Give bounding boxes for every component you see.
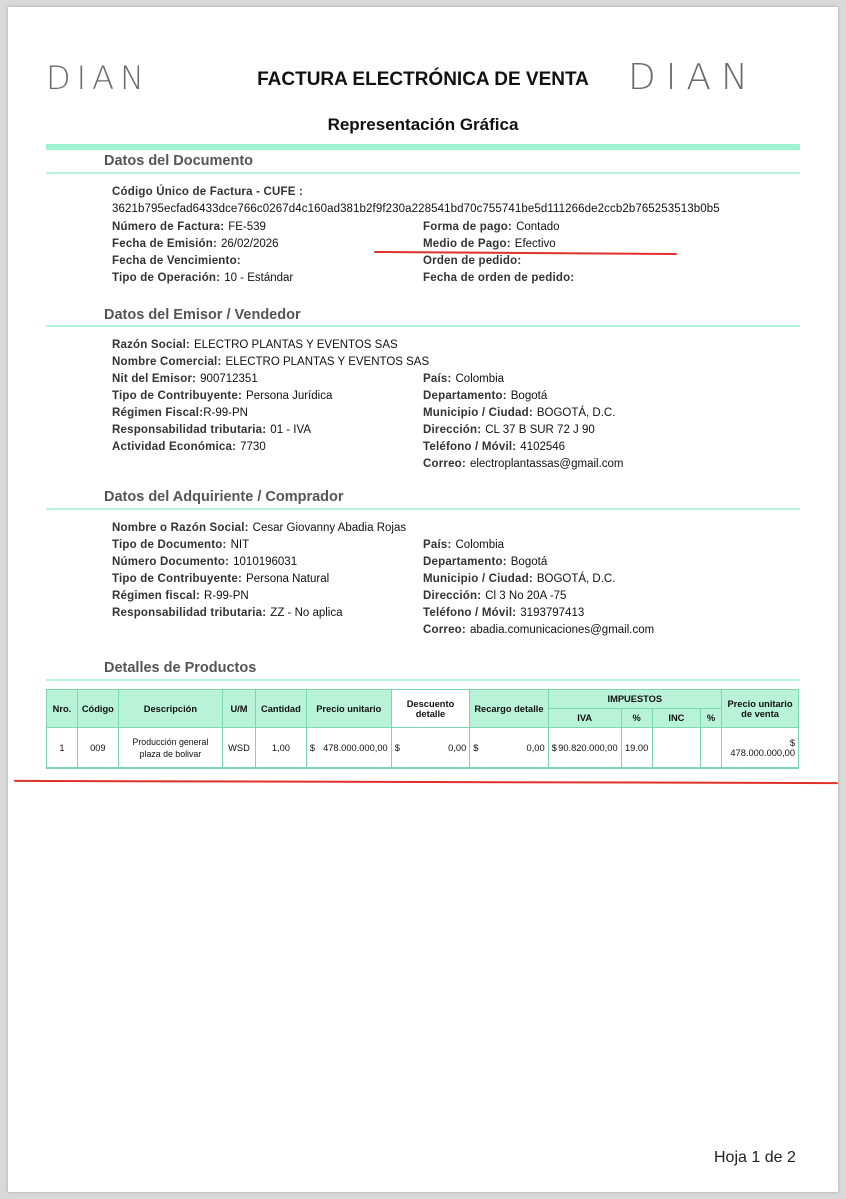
emisor-correo-field <box>423 458 624 470</box>
emisor-responsabilidad-value: 01 - IVA <box>270 424 311 436</box>
adq-numero-doc-label: Número Documento: <box>112 556 230 568</box>
section-divider <box>46 325 800 327</box>
cell-inc <box>652 728 701 769</box>
adq-municipio-value: BOGOTÁ, D.C. <box>536 573 616 585</box>
medio-pago-field <box>423 238 556 250</box>
emisor-comercial-label: Nombre Comercial: <box>112 356 222 368</box>
products-table <box>46 689 799 769</box>
adq-telefono-field <box>423 607 584 619</box>
adq-municipio-field <box>423 573 615 585</box>
col-nro: Nro. <box>47 690 78 728</box>
adq-telefono-label: Teléfono / Móvil: <box>423 607 517 619</box>
emisor-telefono-value: 4102546 <box>520 441 566 453</box>
numero-factura-field <box>112 221 266 233</box>
adq-pais-field <box>423 539 504 551</box>
cell-codigo: 009 <box>77 728 118 769</box>
adq-tipo-doc-label: Tipo de Documento: <box>112 539 227 551</box>
emisor-direccion-value: CL 37 B SUR 72 J 90 <box>485 424 595 436</box>
emisor-departamento-label: Departamento: <box>423 390 507 402</box>
emisor-correo-value: electroplantassas@gmail.com <box>469 458 624 470</box>
adq-tipo-doc-value: NIT <box>230 539 250 551</box>
cell-iva <box>548 728 621 769</box>
col-inc-pct: % <box>701 709 722 728</box>
section-divider <box>46 172 800 174</box>
adq-contribuyente-value: Persona Natural <box>246 573 330 585</box>
emisor-responsabilidad-label: Responsabilidad tributaria: <box>112 424 267 436</box>
emisor-municipio-label: Municipio / Ciudad: <box>423 407 533 419</box>
adq-departamento-label: Departamento: <box>423 556 507 568</box>
cell-precio-unitario <box>306 728 391 769</box>
col-descuento: Descuento detalle <box>391 690 470 728</box>
emisor-actividad-value: 7730 <box>240 441 266 453</box>
adq-pais-value: Colombia <box>455 539 505 551</box>
numero-factura-value: FE-539 <box>228 221 266 233</box>
adq-correo-field <box>423 624 654 636</box>
page-number: Hoja 1 de 2 <box>714 1149 796 1166</box>
currency-symbol: $ <box>473 742 479 753</box>
fecha-emision-value: 26/02/2026 <box>221 238 279 250</box>
emisor-razon-value: ELECTRO PLANTAS Y EVENTOS SAS <box>194 339 398 351</box>
emisor-correo-label: Correo: <box>423 458 466 470</box>
emisor-razon-label: Razón Social: <box>112 339 191 351</box>
col-iva: IVA <box>548 709 621 728</box>
document-subtitle: Representación Gráfica <box>327 115 519 134</box>
adq-direccion-label: Dirección: <box>423 590 482 602</box>
adq-contribuyente-label: Tipo de Contribuyente: <box>112 573 243 585</box>
col-iva-pct: % <box>621 709 652 728</box>
tipo-operacion-value: 10 - Estándar <box>224 272 294 284</box>
cell-um: WSD <box>223 728 256 769</box>
cell-descuento <box>391 728 470 769</box>
fecha-vencimiento-label: Fecha de Vencimiento: <box>112 255 241 267</box>
tipo-operacion-field <box>112 272 293 284</box>
descuento-value: 0,00 <box>448 742 467 753</box>
emisor-pais-value: Colombia <box>455 373 505 385</box>
col-codigo: Código <box>77 690 118 728</box>
currency-symbol: $ <box>551 742 557 753</box>
medio-pago-label: Medio de Pago: <box>423 238 511 250</box>
emisor-departamento-value: Bogotá <box>510 390 548 402</box>
adq-regimen-label: Régimen fiscal: <box>112 590 200 602</box>
col-impuestos: IMPUESTOS <box>548 690 721 709</box>
fecha-orden-label: Fecha de orden de pedido: <box>423 272 575 284</box>
tipo-operacion-label: Tipo de Operación: <box>112 272 221 284</box>
adq-regimen-field <box>112 590 249 602</box>
emisor-telefono-field <box>423 441 565 453</box>
adq-responsabilidad-value: ZZ - No aplica <box>270 607 343 619</box>
currency-symbol: $ <box>394 742 400 753</box>
emisor-departamento-field <box>423 390 547 402</box>
col-descripcion: Descripción <box>118 690 222 728</box>
emisor-municipio-value: BOGOTÁ, D.C. <box>536 407 616 419</box>
forma-pago-label: Forma de pago: <box>423 221 513 233</box>
red-underline-mark <box>14 780 838 784</box>
recargo-value: 0,00 <box>526 742 545 753</box>
numero-factura-label: Número de Factura: <box>112 221 225 233</box>
emisor-contribuyente-label: Tipo de Contribuyente: <box>112 390 243 402</box>
adq-regimen-value: R-99-PN <box>204 590 249 602</box>
emisor-regimen-field <box>112 407 248 419</box>
col-cantidad: Cantidad <box>255 690 306 728</box>
emisor-direccion-label: Dirección: <box>423 424 482 436</box>
cell-recargo <box>470 728 548 769</box>
cell-descripcion: Producción general plaza de bolivar <box>118 728 222 769</box>
header-divider <box>46 144 800 150</box>
col-precio-venta: Precio unitario de venta <box>722 690 799 728</box>
forma-pago-value: Contado <box>516 221 560 233</box>
adq-departamento-value: Bogotá <box>510 556 548 568</box>
dian-logo-left: DIAN <box>46 59 150 97</box>
emisor-pais-field <box>423 373 504 385</box>
orden-pedido-field <box>423 255 525 267</box>
red-underline-mark <box>374 251 677 255</box>
adq-correo-label: Correo: <box>423 624 466 636</box>
adq-correo-value: abadia.comunicaciones@gmail.com <box>469 624 655 636</box>
cell-nro: 1 <box>47 728 78 769</box>
emisor-telefono-label: Teléfono / Móvil: <box>423 441 517 453</box>
adq-nombre-value: Cesar Giovanny Abadia Rojas <box>252 522 407 534</box>
orden-pedido-label: Orden de pedido: <box>423 255 522 267</box>
emisor-actividad-label: Actividad Económica: <box>112 441 237 453</box>
cell-precio-venta: $ 478.000.000,00 <box>722 728 799 769</box>
adq-pais-label: País: <box>423 539 452 551</box>
document-title: FACTURA ELECTRÓNICA DE VENTA <box>257 69 589 90</box>
cufe-value: 3621b795ecfad6433dce766c0267d4c160ad381b2f9f230a228541bd70c755741be5d111266de2ccb2b765253513b0b5 <box>112 203 720 215</box>
fecha-vencimiento-field <box>112 255 245 267</box>
fecha-emision-label: Fecha de Emisión: <box>112 238 218 250</box>
section-title-productos: Detalles de Productos <box>104 660 257 676</box>
emisor-comercial-value: ELECTRO PLANTAS Y EVENTOS SAS <box>225 356 430 368</box>
forma-pago-field <box>423 221 560 233</box>
adq-telefono-value: 3193797413 <box>520 607 585 619</box>
cell-iva-pct: 19.00 <box>621 728 652 769</box>
cell-inc-pct <box>701 728 722 769</box>
emisor-nit-field <box>112 373 258 385</box>
fecha-emision-field <box>112 238 279 250</box>
adq-direccion-field <box>423 590 566 602</box>
emisor-municipio-field <box>423 407 615 419</box>
emisor-comercial-field <box>112 356 429 368</box>
section-divider <box>46 508 800 510</box>
adq-contribuyente-field <box>112 573 329 585</box>
col-recargo: Recargo detalle <box>470 690 548 728</box>
emisor-nit-value: 900712351 <box>200 373 258 385</box>
emisor-nit-label: Nit del Emisor: <box>112 373 197 385</box>
emisor-direccion-field <box>423 424 595 436</box>
iva-value: 90.820.000,00 <box>558 742 618 753</box>
medio-pago-value: Efectivo <box>514 238 556 250</box>
adq-numero-doc-value: 1010196031 <box>233 556 298 568</box>
adq-nombre-field <box>112 522 406 534</box>
emisor-contribuyente-value: Persona Jurídica <box>246 390 333 402</box>
emisor-pais-label: País: <box>423 373 452 385</box>
section-title-documento: Datos del Documento <box>104 153 254 169</box>
fecha-orden-field <box>423 272 578 284</box>
adq-numero-doc-field <box>112 556 297 568</box>
adq-departamento-field <box>423 556 547 568</box>
section-title-emisor: Datos del Emisor / Vendedor <box>104 307 301 323</box>
adq-municipio-label: Municipio / Ciudad: <box>423 573 533 585</box>
section-divider <box>46 679 800 681</box>
adq-responsabilidad-field <box>112 607 343 619</box>
dian-logo-right: DIAN <box>628 57 758 98</box>
cell-cantidad: 1,00 <box>255 728 306 769</box>
emisor-responsabilidad-field <box>112 424 311 436</box>
adq-responsabilidad-label: Responsabilidad tributaria: <box>112 607 267 619</box>
cufe-label: Código Único de Factura - CUFE : <box>112 186 304 198</box>
adq-direccion-value: Cl 3 No 20A -75 <box>485 590 567 602</box>
emisor-razon-field <box>112 339 398 351</box>
precio-unitario-value: 478.000.000,00 <box>323 742 388 753</box>
invoice-page <box>8 7 838 1192</box>
currency-symbol: $ <box>309 742 316 753</box>
table-row <box>47 728 799 769</box>
adq-tipo-doc-field <box>112 539 249 551</box>
emisor-contribuyente-field <box>112 390 332 402</box>
col-inc: INC <box>652 709 701 728</box>
adq-nombre-label: Nombre o Razón Social: <box>112 522 249 534</box>
emisor-regimen-label: Régimen Fiscal: <box>112 407 204 419</box>
section-title-adquiriente: Datos del Adquiriente / Comprador <box>104 489 344 505</box>
col-um: U/M <box>223 690 256 728</box>
col-precio-unitario: Precio unitario <box>306 690 391 728</box>
emisor-actividad-field <box>112 441 266 453</box>
emisor-regimen-value: R-99-PN <box>203 407 248 419</box>
